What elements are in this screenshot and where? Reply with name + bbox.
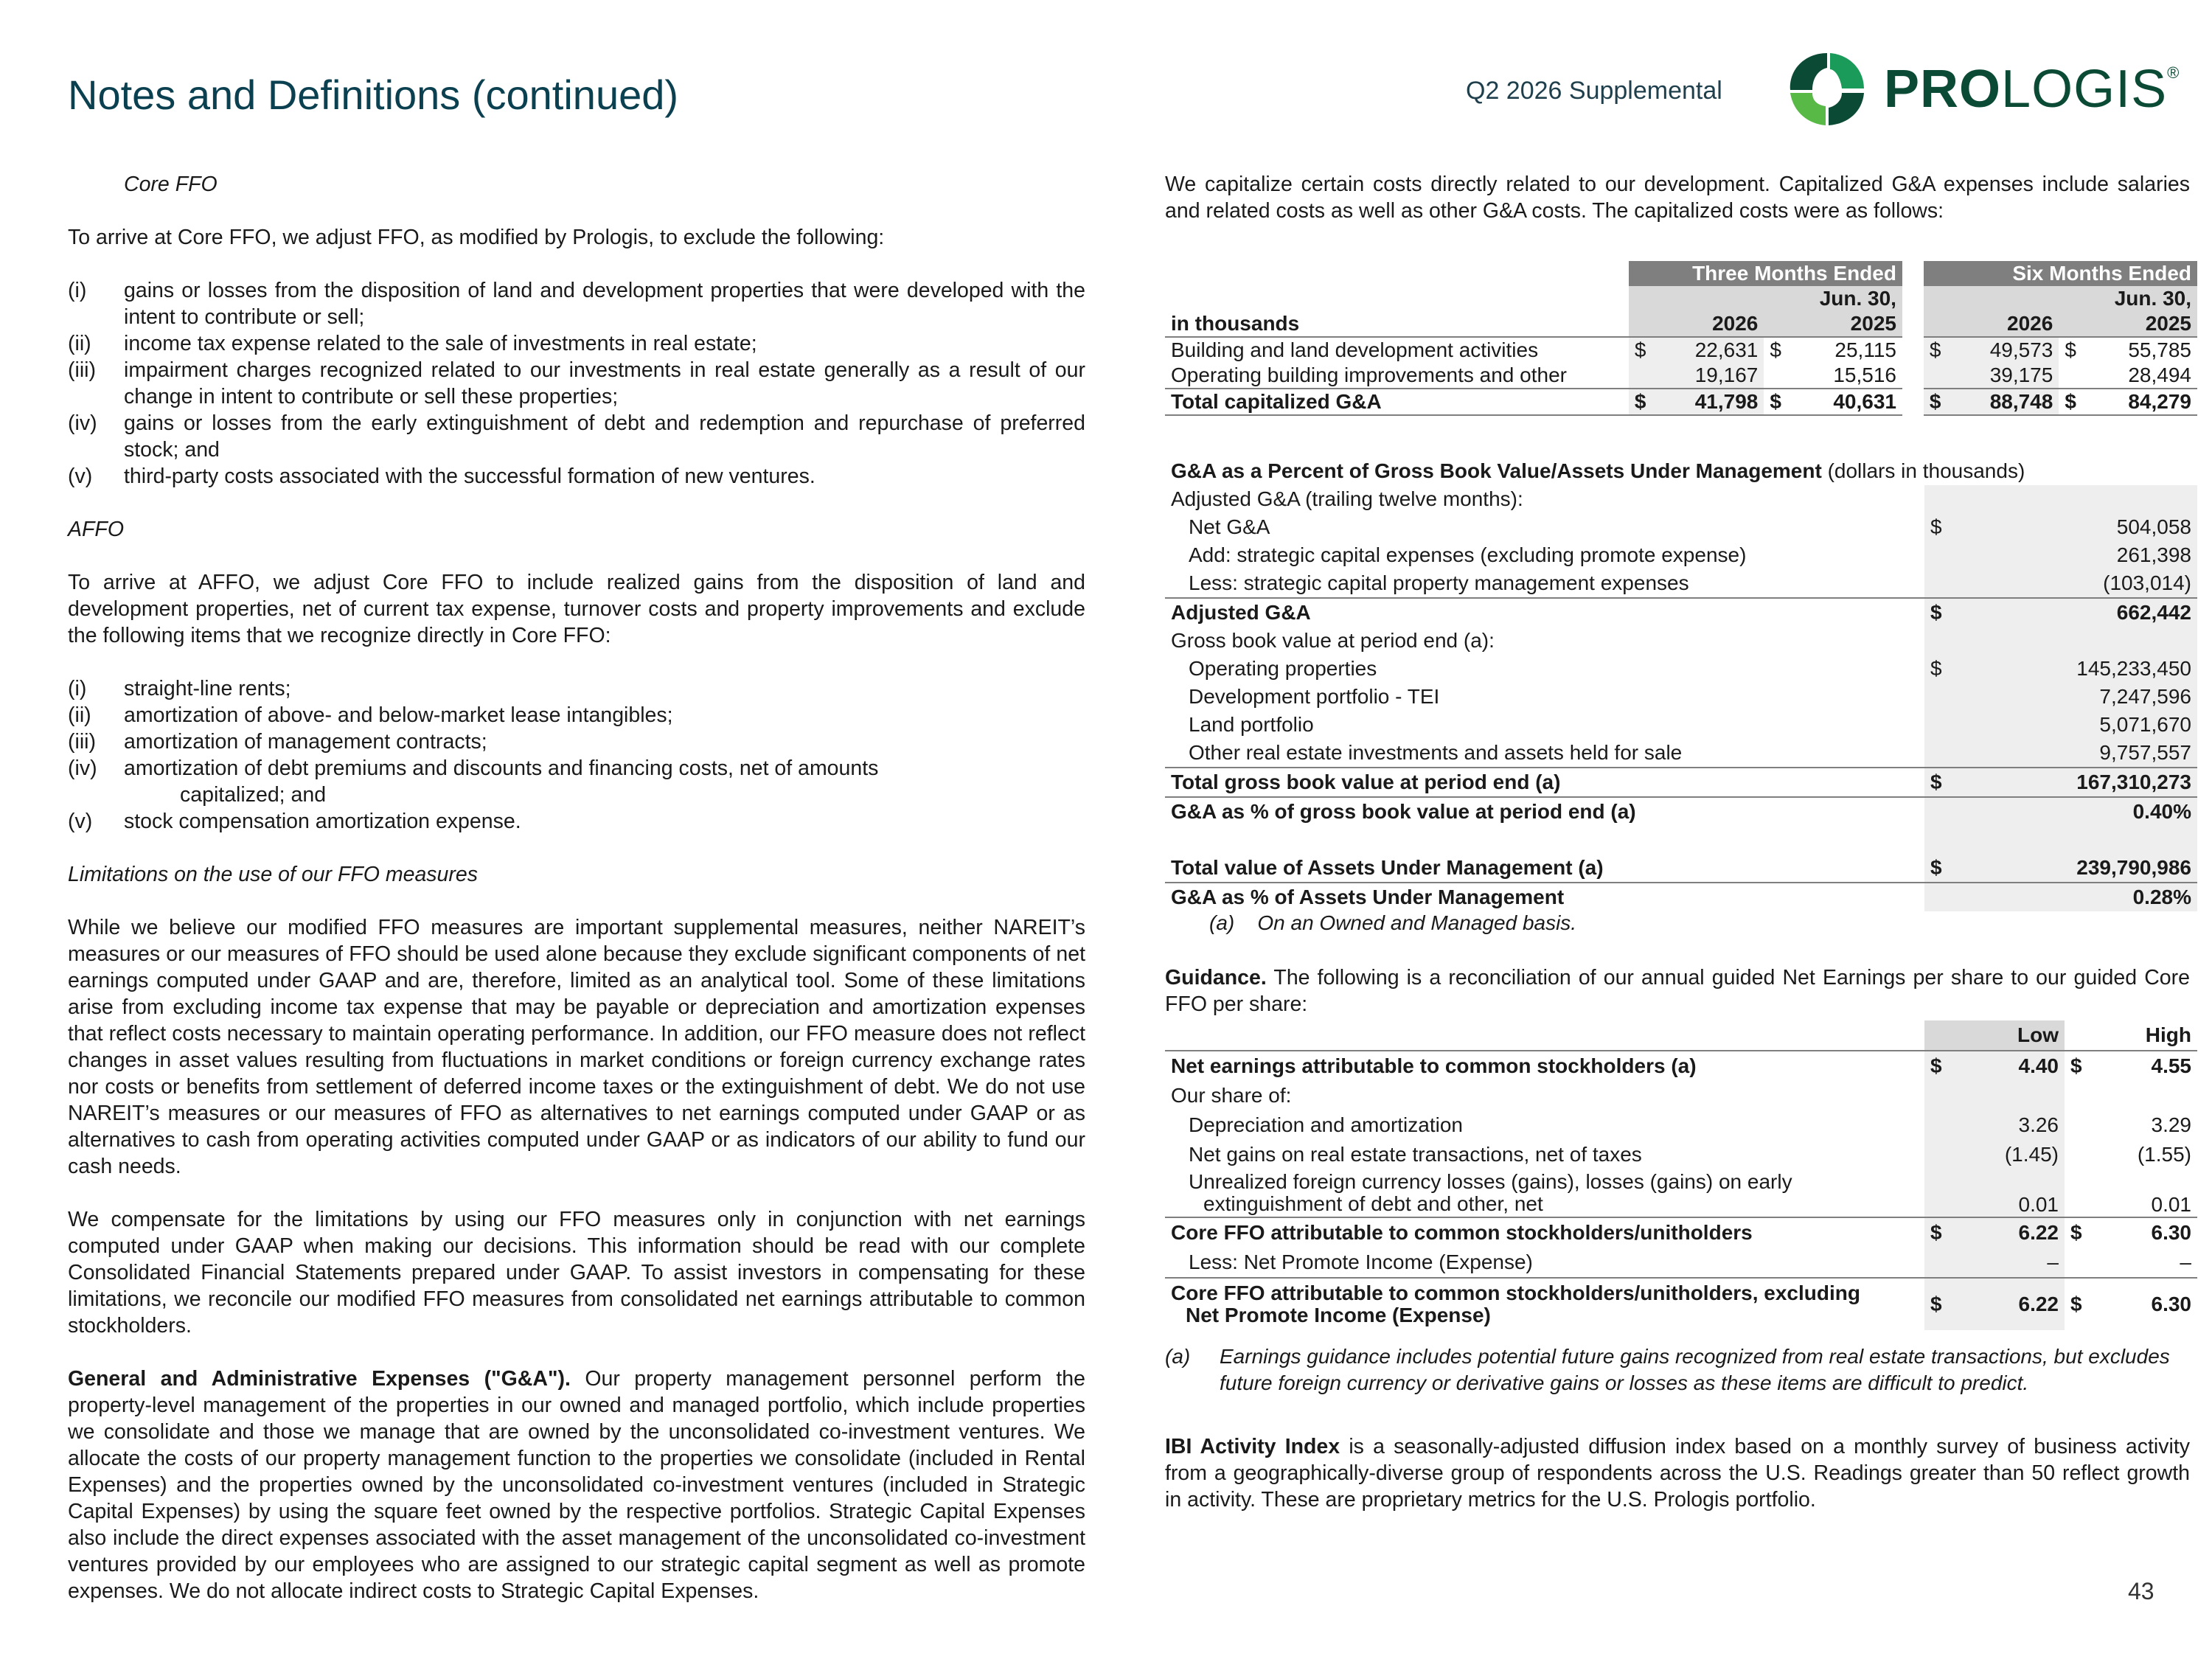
list-item: (i) straight-line rents;: [68, 677, 291, 700]
core-ffo-list: [68, 277, 1085, 490]
table-row: G&A as % of Assets Under Management 0.28%: [1165, 883, 2197, 911]
list-item: (ii) amortization of above- and below-market lease intangibles;: [68, 703, 673, 727]
ga-percent-footnote: (a) On an Owned and Managed basis.: [1209, 911, 1577, 934]
period-header: Jun. 30,: [1924, 286, 2197, 311]
table-row: Development portfolio - TEI 7,247,596: [1165, 683, 2197, 711]
table-row: [1165, 826, 2197, 854]
limitations-heading: Limitations on the use of our FFO measures: [68, 863, 479, 886]
year-header: 2026: [1951, 311, 2059, 337]
list-item: (iii) impairment charges recognized related to our investments in real estate generally as a result of our change in intent to contribute or sell these properties;: [68, 358, 1085, 408]
table-row: Net gains on real estate transactions, net of taxes (1.45) (1.55): [1165, 1140, 2197, 1169]
table-row: Less: Net Promote Income (Expense) – –: [1165, 1248, 2197, 1278]
table-row: Our share of:: [1165, 1081, 2197, 1110]
guidance-table: [1165, 1020, 2197, 1330]
table-row: Core FFO attributable to common stockholders/unitholders $ 6.22 $ 6.30: [1165, 1217, 2197, 1248]
core-ffo-intro: To arrive at Core FFO, we adjust FFO, as modified by Prologis, to exclude the following:: [68, 226, 885, 249]
guidance-footnote: (a) Earnings guidance includes potential future gains recognized from real estate transactions, but excludes future foreign currency or derivative gains or losses as these items are difficult to predict.: [1165, 1345, 2170, 1394]
table-row: Depreciation and amortization 3.26 3.29: [1165, 1110, 2197, 1140]
table-row: Total capitalized G&A $ 41,798 $ 40,631 $ 88,748 $ 84,279: [1165, 389, 2197, 415]
unit-label: in thousands: [1165, 311, 1629, 337]
table-row: Building and land development activities $ 22,631 $ 25,115 $ 49,573 $ 55,785: [1171, 338, 2191, 361]
high-header: High: [2094, 1020, 2197, 1051]
list-item: (i) gains or losses from the disposition of land and development properties that were developed with the intent to contribute or sell;: [68, 279, 1085, 329]
table-row: Other real estate investments and assets held for sale 9,757,557: [1165, 739, 2197, 768]
guidance-intro: Guidance. The following is a reconciliation of our annual guided Net Earnings per share to our guided Core FFO per share:: [1165, 966, 2190, 1016]
list-item: (ii) income tax expense related to the sale of investments in real estate;: [68, 332, 757, 355]
table-row: Land portfolio 5,071,670: [1165, 711, 2197, 739]
supplemental-label: Q2 2026 Supplemental: [1466, 77, 1722, 105]
table-row: Gross book value at period end (a):: [1165, 627, 2197, 655]
table-row: Total value of Assets Under Management (a) $ 239,790,986: [1165, 854, 2197, 883]
table-row: Less: strategic capital property management expenses (103,014): [1165, 569, 2197, 598]
limitations-paragraph-1: While we believe our modified FFO measures are important supplemental measures, neither NAREIT’s measures or our measures of FFO should be used alone because they exclude significant components of net earnings computed under GAAP and are, therefore, limited as an analytical tool. Some of these limitations arise from excluding income tax expense that may be payable or depreciation and amortization expenses that reflect costs necessary to maintain operating performance. In addition, our FFO measure does not reflect changes in asset values resulting from fluctuations in market conditions or foreign currency exchange rates nor costs or benefits from settlement of deferred income taxes or the extinguishment of debt. We do not use NAREIT’s measures or our measures of FFO as alternatives to net earnings computed under GAAP or as alternatives to cash from operating activities computed under GAAP or as indicators of our ability to fund our cash needs.: [68, 916, 1085, 1178]
ga-percent-table: [1165, 457, 2197, 935]
ibi-paragraph: IBI Activity Index is a seasonally-adjusted diffusion index based on a monthly survey of business activity from a geographically-diverse group of respondents across the U.S. Readings greater than 50 reflect growth in activity. These are proprietary metrics for the U.S. Prologis portfolio.: [1165, 1435, 2190, 1512]
list-item: (v) third-party costs associated with the successful formation of new ventures.: [68, 465, 815, 488]
table-row: Add: strategic capital expenses (excluding promote expense) 261,398: [1165, 541, 2197, 569]
low-header: Low: [1961, 1020, 2065, 1051]
list-item: capitalized; and: [180, 783, 327, 807]
affo-list: [68, 675, 1085, 835]
capitalized-ga-table: [1165, 261, 2197, 416]
table-row: Operating properties $ 145,233,450: [1165, 655, 2197, 683]
six-months-header: Six Months Ended: [1924, 261, 2197, 286]
table-row: Unrealized foreign currency losses (gains), losses (gains) on early extinguishment of debt and other, net 0.01 0.01: [1189, 1170, 2191, 1216]
three-months-header: Three Months Ended: [1629, 261, 1902, 286]
list-item: (v) stock compensation amortization expense.: [68, 810, 521, 833]
page-number: 43: [2128, 1578, 2154, 1604]
ga-paragraph: General and Administrative Expenses ("G&A"). Our property management personnel perform the property-level management of the properties in our owned and managed portfolio, which include properties we consolidate and those we manage that are owned by the unconsolidated co-investment ventures. We allocate the costs of our property management function to the properties we consolidate (included in Rental Expenses) and the properties owned by the unconsolidated co-investment ventures (included in Strategic Capital Expenses) by using the square feet owned by the respective portfolios. Strategic Capital Expenses also include the direct expenses associated with the asset management of the unconsolidated co-investment ventures provided by our employees who are assigned to our strategic capital segment as well as promote expenses. We do not allocate indirect costs to Strategic Capital Expenses.: [68, 1367, 1085, 1603]
table-row: Adjusted G&A (trailing twelve months):: [1165, 485, 2197, 513]
page-title: Notes and Definitions (continued): [68, 72, 679, 118]
table-row: Core FFO attributable to common stockholders/unitholders, excluding Net Promote Income (Expense) $ 6.22 $ 6.30: [1165, 1278, 2197, 1330]
table-row: Net G&A $ 504,058: [1165, 513, 2197, 541]
affo-intro: To arrive at AFFO, we adjust Core FFO to include realized gains from the disposition of land and development properties, net of current tax expense, turnover costs and property improvements and exclude the following items that we recognize directly in Core FFO:: [68, 571, 1085, 647]
prologis-logo-icon: [1783, 47, 1871, 128]
prologis-logo-text: PROLOGIS®: [1884, 60, 2180, 119]
list-item: (iv) amortization of debt premiums and discounts and financing costs, net of amounts: [68, 757, 879, 780]
year-header: 2026: [1656, 311, 1764, 337]
year-header: 2025: [1791, 311, 1902, 337]
capitalize-intro: We capitalize certain costs directly related to our development. Capitalized G&A expenses include salaries and related costs as well as other G&A costs. The capitalized costs were as follows:: [1165, 173, 2190, 223]
ga-percent-heading: G&A as a Percent of Gross Book Value/Assets Under Management (dollars in thousands): [1171, 459, 2025, 482]
table-row: Adjusted G&A $ 662,442: [1165, 598, 2197, 627]
period-header: Jun. 30,: [1629, 286, 1902, 311]
left-column: [68, 171, 1085, 1631]
list-item: (iii) amortization of management contracts;: [68, 730, 487, 754]
core-ffo-heading: Core FFO: [124, 173, 218, 196]
table-row: Total gross book value at period end (a) $ 167,310,273: [1165, 768, 2197, 797]
affo-heading: AFFO: [68, 518, 124, 541]
table-row: Operating building improvements and other 19,167 15,516 39,175 28,494: [1165, 363, 2197, 389]
year-header: 2025: [2086, 311, 2197, 337]
list-item: (iv) gains or losses from the early extinguishment of debt and redemption and repurchase of preferred stock; and: [68, 411, 1085, 462]
table-row: G&A as % of gross book value at period end (a) 0.40%: [1165, 797, 2197, 826]
table-row: Net earnings attributable to common stockholders (a) $ 4.40 $ 4.55: [1165, 1051, 2197, 1081]
limitations-paragraph-2: We compensate for the limitations by using our FFO measures only in conjunction with net earnings computed under GAAP when making our decisions. This information should be read with our complete Consolidated Financial Statements prepared under GAAP. To assist investors in compensating for these limitations, we reconcile our modified FFO measures from consolidated net earnings attributable to common stockholders.: [68, 1208, 1085, 1338]
